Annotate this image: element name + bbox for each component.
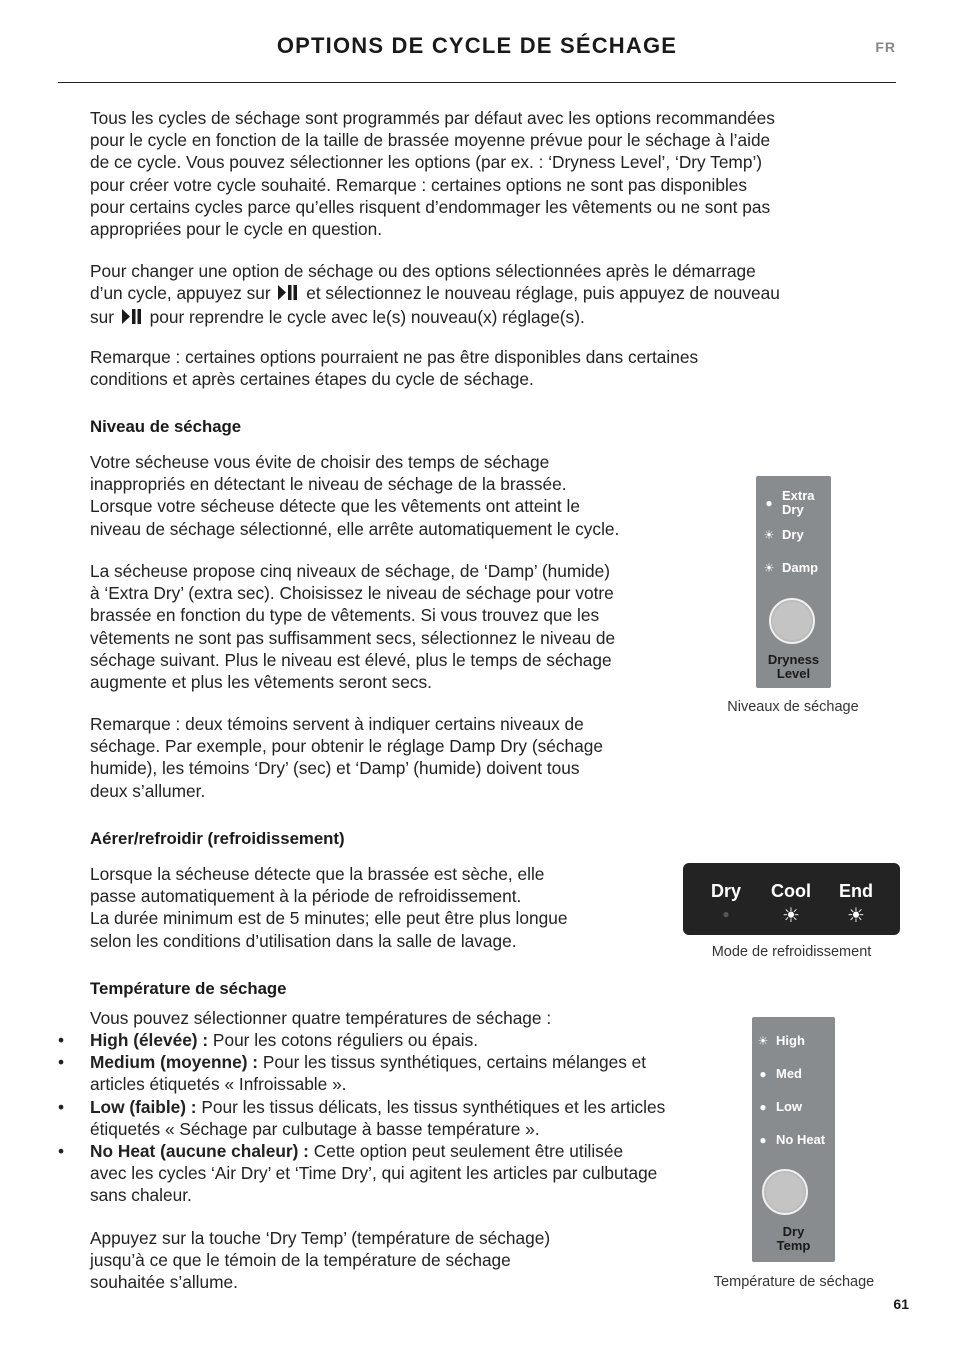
dryness-level-label: Dryness Level xyxy=(767,652,820,681)
end-status-label: End xyxy=(839,881,873,901)
dryness-caption: Niveaux de séchage xyxy=(727,699,859,715)
led-on-icon: ☀ xyxy=(782,905,800,927)
list-item: • No Heat (aucune chaleur) : Cette option peut seulement être utilisée avec les cycles ‘Air Dry’ et ‘Time Dry’, qui agitent les articles par culbutage sans chaleur. xyxy=(58,1141,658,1206)
bullet-icon: • xyxy=(58,1030,65,1050)
led-off-icon: ● xyxy=(759,1100,767,1114)
dryness-paragraph-2: La sécheuse propose cinq niveaux de séchage, de ‘Damp’ (humide) à ‘Extra Dry’ (extra sec). Choisissez le niveau de séchage pour votre brassée en fonction du type de vêtements. Si vous trouvez que les vêtements ne sont pas suffisamment secs, sélectionnez le niveau de séchage suivant. Plus le niveau est élevé, plus le temps de séchage augmente et plus les vêtements seront secs. xyxy=(90,561,616,693)
cooling-heading: Aérer/refroidir (refroidissement) xyxy=(90,829,345,848)
dry-temp-label: Dry Temp xyxy=(776,1224,811,1253)
cool-status-label: Cool xyxy=(771,881,811,901)
bullet-icon: • xyxy=(58,1097,65,1117)
list-item: • Medium (moyenne) : Pour les tissus synthétiques, certains mélanges et articles étiquetés « Infroissable ». xyxy=(58,1052,647,1095)
damp-indicator: ☀ Damp xyxy=(763,560,819,575)
med-indicator: ● Med xyxy=(756,1067,802,1081)
led-off-icon: ● xyxy=(759,1133,767,1147)
language-tag: FR xyxy=(875,39,896,55)
led-on-icon: ☀ xyxy=(757,1034,769,1048)
led-off-icon: ● xyxy=(722,907,730,921)
list-item: • Low (faible) : Pour les tissus délicats, les tissus synthétiques et les articles étiquetés « Séchage par culbutage à basse température ». xyxy=(58,1097,666,1140)
intro-paragraph-2: Pour changer une option de séchage ou des options sélectionnées après le démarrage d’un cycle, appuyez sur et sélectionnez le nouveau réglage, puis appuyez de nouveau sur pour reprendre le cycle avec le(s) nouveau(x) réglage(s). xyxy=(90,260,780,331)
extra-dry-indicator: ● Extra Dry xyxy=(762,489,815,517)
dryness-level-button[interactable] xyxy=(769,598,815,644)
no-heat-indicator: ● No Heat xyxy=(756,1133,825,1147)
dry-temp-panel xyxy=(752,1017,835,1262)
led-on-icon: ☀ xyxy=(847,905,865,927)
dryness-heading: Niveau de séchage xyxy=(90,417,242,436)
intro-paragraph-1: Tous les cycles de séchage sont programmés par défaut avec les options recommandées pour le cycle en fonction de la taille de brassée moyenne prévue pour le séchage à l’aide de ce cycle. Vous pouvez sélectionner les options (par ex. : ‘Dryness Level’, ‘Dry Temp’) pour créer votre cycle souhaité. Remarque : certaines options ne sont pas disponibles pour certains cycles parce qu’elles risquent d’endommager les vêtements ou ne sont pas appropriées pour le cycle en question. xyxy=(90,108,775,240)
play-pause-icon xyxy=(121,308,143,330)
led-on-icon: ☀ xyxy=(763,528,775,542)
dryness-paragraph-3: Remarque : deux témoins servent à indiquer certains niveaux de séchage. Par exemple, pour obtenir le réglage Damp Dry (séchage humide), les témoins ‘Dry’ (sec) et ‘Damp’ (humide) doivent tous deux s’allumer. xyxy=(90,714,603,801)
temp-caption: Température de séchage xyxy=(713,1274,875,1290)
led-off-icon: ● xyxy=(765,496,773,510)
cooling-caption: Mode de refroidissement xyxy=(711,944,872,960)
list-item: • High (élevée) : Pour les cotons réguliers ou épais. xyxy=(58,1030,479,1050)
header-divider xyxy=(58,82,896,83)
high-indicator: ☀ High xyxy=(757,1033,805,1048)
play-pause-icon xyxy=(277,284,299,306)
dryness-paragraph-1: Votre sécheuse vous évite de choisir des temps de séchage inappropriés en détectant le niveau de séchage de la brassée. Lorsque votre sécheuse détecte que les vêtements ont atteint le niveau de séchage sélectionné, elle arrête automatiquement le cycle. xyxy=(90,452,620,539)
cycle-status-panel xyxy=(683,863,900,935)
page-title: OPTIONS DE CYCLE DE SÉCHAGE xyxy=(276,33,678,58)
low-indicator: ● Low xyxy=(756,1100,802,1114)
cooling-paragraph: Lorsque la sécheuse détecte que la brassée est sèche, elle passe automatiquement à la période de refroidissement. La durée minimum est de 5 minutes; elle peut être plus longue selon les conditions d’utilisation dans la salle de lavage. xyxy=(90,864,568,951)
led-off-icon: ● xyxy=(759,1067,767,1081)
bullet-icon: • xyxy=(58,1141,65,1161)
temp-paragraph: Appuyez sur la touche ‘Dry Temp’ (température de séchage) jusqu’à ce que le témoin de la température de séchage souhaitée s’allume. xyxy=(90,1228,551,1293)
dry-status-label: Dry xyxy=(710,881,741,901)
dryness-level-panel xyxy=(756,476,831,688)
temp-heading: Température de séchage xyxy=(90,979,287,998)
led-on-icon: ☀ xyxy=(763,561,775,575)
intro-paragraph-3: Remarque : certaines options pourraient ne pas être disponibles dans certaines conditions et après certaines étapes du cycle de séchage. xyxy=(90,347,699,390)
dry-indicator: ☀ Dry xyxy=(763,527,804,542)
temp-intro: Vous pouvez sélectionner quatre températures de séchage : xyxy=(90,1008,552,1028)
page-number: 61 xyxy=(893,1296,909,1312)
dry-temp-button[interactable] xyxy=(762,1169,808,1215)
bullet-icon: • xyxy=(58,1052,65,1072)
